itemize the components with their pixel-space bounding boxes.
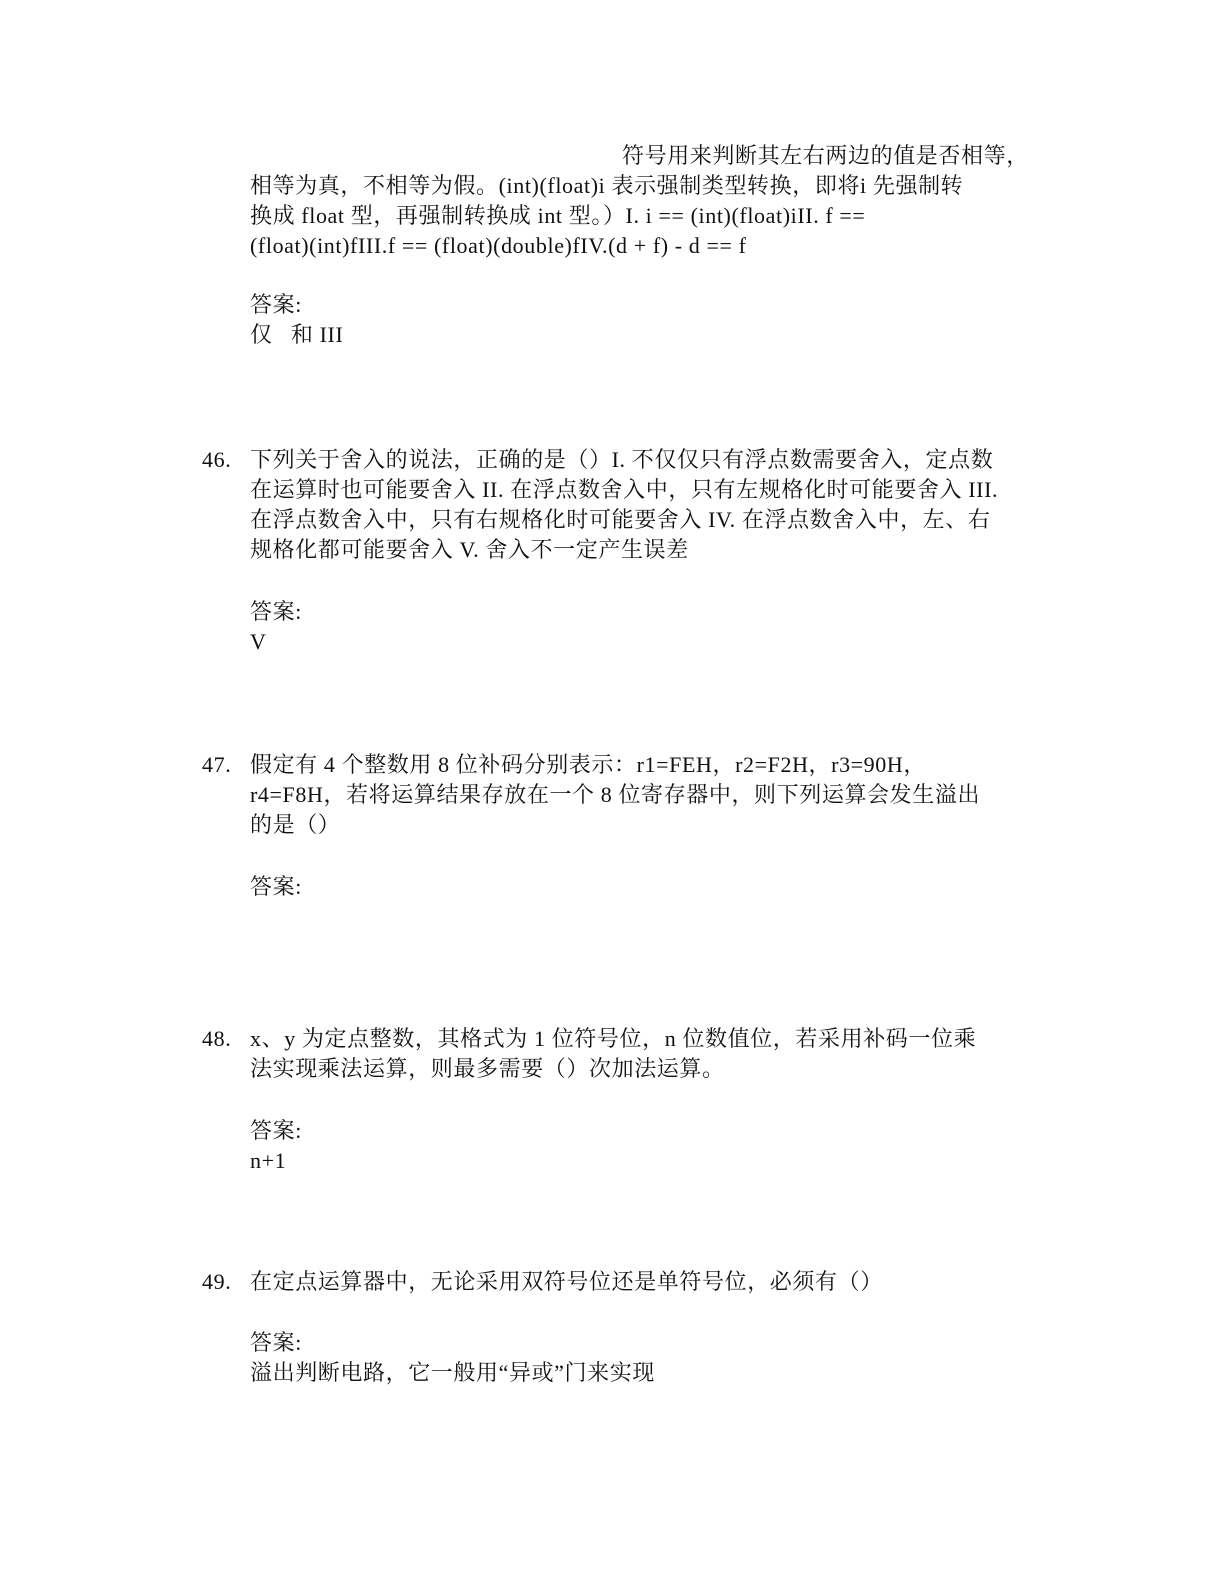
answer-value: n+1 bbox=[250, 1148, 287, 1173]
question-49 bbox=[202, 1267, 1040, 1297]
question-48 bbox=[202, 1024, 1040, 1084]
question-46-line-4: 规格化都可能要舍入 V. 舍入不一定产生误差 bbox=[250, 537, 689, 562]
question-45-line-2: 相等为真，不相等为假。(int)(float)i 表示强制类型转换，即将i 先强制转 bbox=[250, 173, 964, 198]
answer-label: 答案: bbox=[250, 1330, 302, 1355]
question-number: 48. bbox=[202, 1026, 232, 1051]
question-46-line-3: 在浮点数舍入中，只有右规格化时可能要舍入 IV. 在浮点数舍入中，左、右 bbox=[250, 507, 991, 532]
answer-value: 仅 和 III bbox=[250, 322, 344, 347]
question-45-line-1: 符号用来判断其左右两边的值是否相等， bbox=[622, 143, 1029, 168]
question-45-text bbox=[250, 141, 1040, 261]
question-47-line-2: r4=F8H，若将运算结果存放在一个 8 位寄存器中，则下列运算会发生溢出 bbox=[250, 782, 981, 807]
question-number: 49. bbox=[202, 1269, 232, 1294]
question-49-line-1: 在定点运算器中，无论采用双符号位还是单符号位，必须有（） bbox=[250, 1269, 883, 1294]
question-45-line-3: 换成 float 型，再强制转换成 int 型。）I. i == (int)(float)iII. f == bbox=[250, 203, 866, 228]
question-48-answer bbox=[250, 1116, 1040, 1176]
question-number: 47. bbox=[202, 752, 232, 777]
question-47-answer bbox=[250, 872, 1040, 902]
question-48-line-2: 法实现乘法运算，则最多需要（）次加法运算。 bbox=[250, 1056, 725, 1081]
answer-label: 答案: bbox=[250, 874, 302, 899]
question-48-line-1: x、y 为定点整数，其格式为 1 位符号位，n 位数值位，若采用补码一位乘 bbox=[250, 1026, 977, 1051]
answer-label: 答案: bbox=[250, 292, 302, 317]
question-45-answer bbox=[250, 290, 1040, 350]
question-46-line-2: 在运算时也可能要舍入 II. 在浮点数舍入中，只有左规格化时可能要舍入 III. bbox=[250, 477, 999, 502]
question-49-answer bbox=[250, 1328, 1040, 1388]
answer-value: 溢出判断电路，它一般用“异或”门来实现 bbox=[250, 1360, 655, 1385]
question-47 bbox=[202, 750, 1040, 840]
answer-label: 答案: bbox=[250, 599, 302, 624]
question-46-line-1: 下列关于舍入的说法，正确的是（）I. 不仅仅只有浮点数需要舍入，定点数 bbox=[250, 447, 994, 472]
question-45-line-4: (float)(int)fIII.f == (float)(double)fIV.(d + f) - d == f bbox=[250, 233, 747, 258]
answer-value: V bbox=[250, 629, 267, 654]
question-46-answer bbox=[250, 597, 1040, 657]
question-number: 46. bbox=[202, 447, 232, 472]
answer-label: 答案: bbox=[250, 1118, 302, 1143]
question-47-line-1: 假定有 4 个整数用 8 位补码分别表示：r1=FEH，r2=F2H，r3=90H， bbox=[250, 752, 926, 777]
question-47-line-3: 的是（） bbox=[250, 812, 341, 837]
question-46 bbox=[202, 445, 1040, 565]
